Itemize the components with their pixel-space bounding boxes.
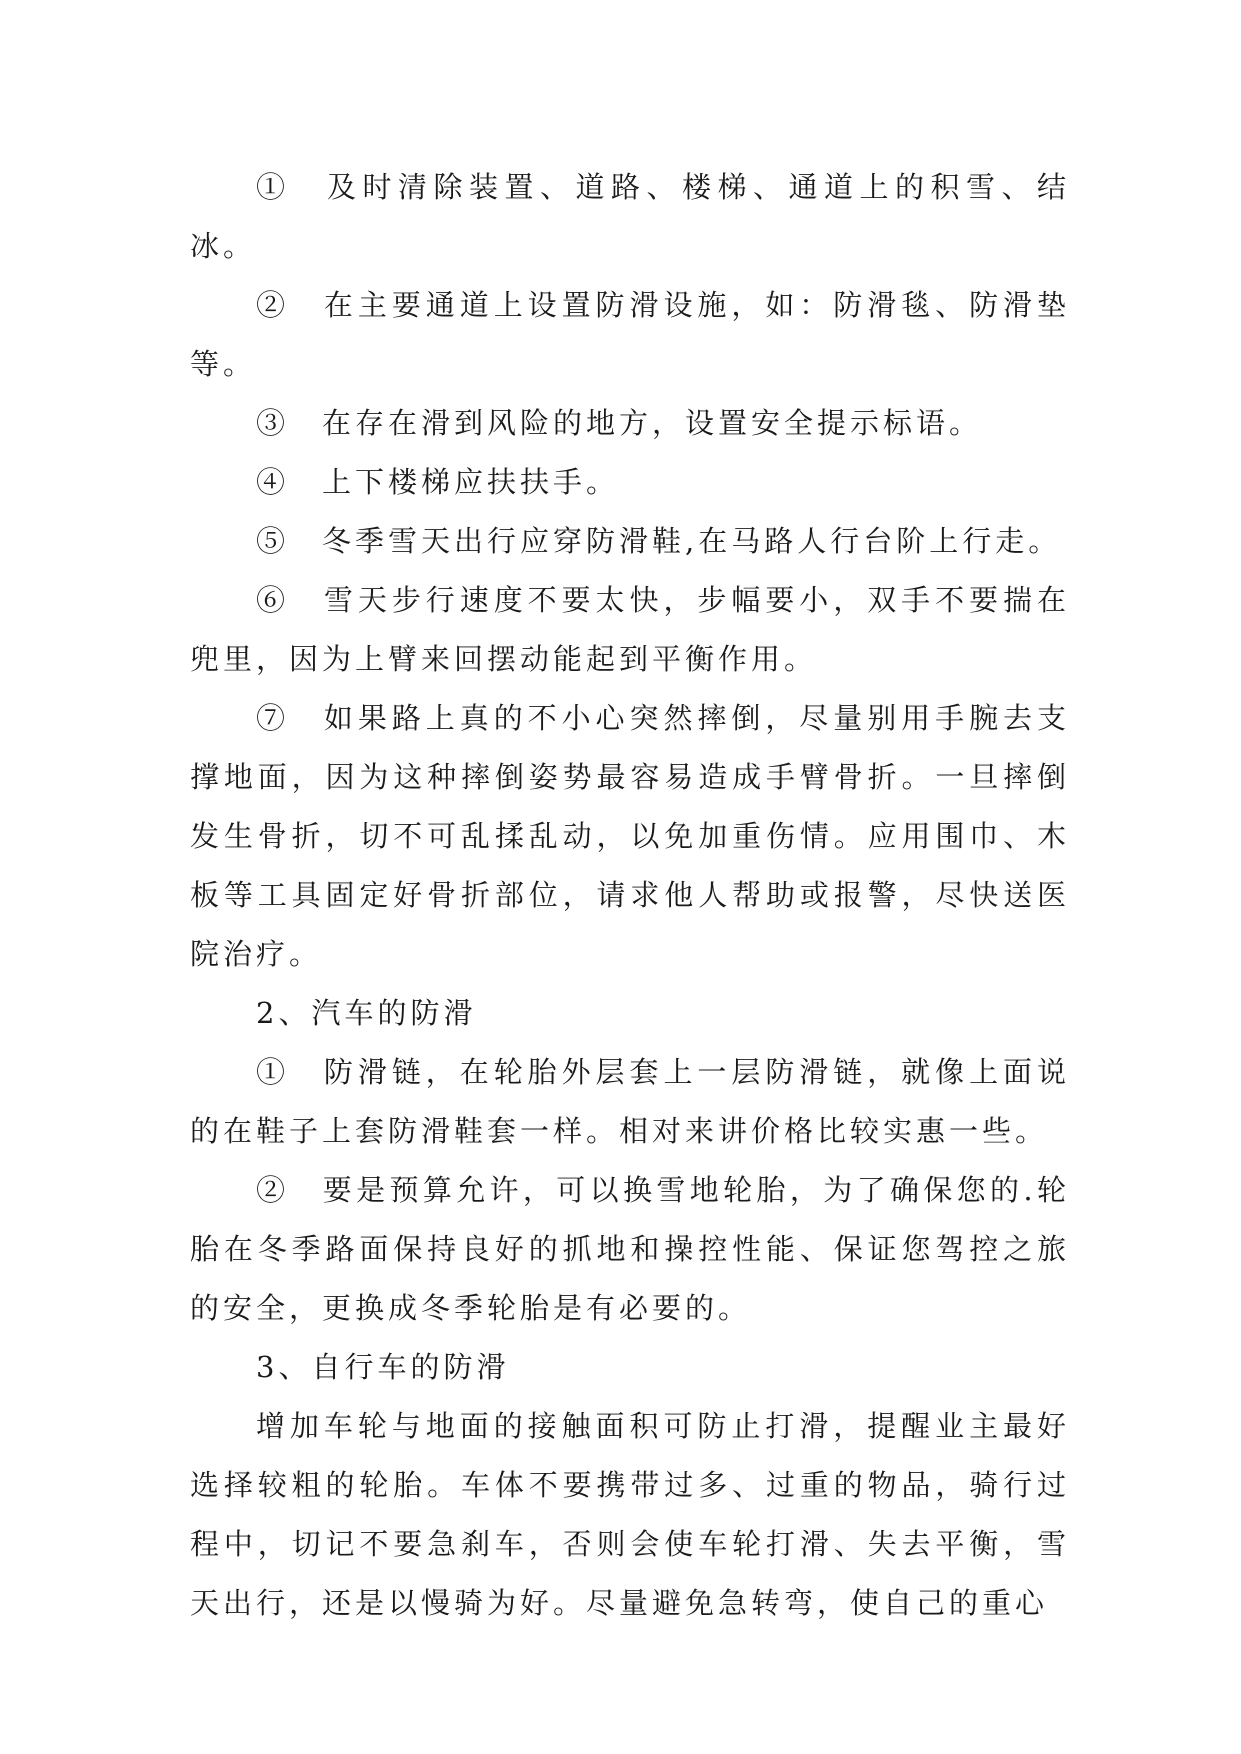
paragraph-6: ⑥ 雪天步行速度不要太快，步幅要小，双手不要揣在兜里，因为上臂来回摆动能起到平衡作用。 <box>190 583 1070 676</box>
paragraph-1: ① 及时清除装置、道路、楼梯、通道上的积雪、结冰。 <box>190 170 1070 263</box>
paragraph-12: 增加车轮与地面的接触面积可防止打滑，提醒业主最好选择较粗的轮胎。车体不要携带过多、过重的物品，骑行过程中，切记不要急刹车，否则会使车轮打滑、失去平衡，雪天出行，还是以慢骑为好。尽量避免急转弯，使自己的重心 <box>190 1409 1070 1620</box>
paragraph-3: ③ 在存在滑到风险的地方，设置安全提示标语。 <box>256 406 983 440</box>
section-heading-bicycle: 3、自行车的防滑 <box>256 1350 510 1384</box>
paragraph-4: ④ 上下楼梯应扶扶手。 <box>256 465 620 499</box>
paragraph-9: ① 防滑链，在轮胎外层套上一层防滑链，就像上面说的在鞋子上套防滑鞋套一样。相对来讲价格比较实惠一些。 <box>190 1055 1070 1148</box>
paragraph-5: ⑤ 冬季雪天出行应穿防滑鞋,在马路人行台阶上行走。 <box>256 524 1062 558</box>
paragraph-7: ⑦ 如果路上真的不小心突然摔倒，尽量别用手腕去支撑地面，因为这种摔倒姿势最容易造成手臂骨折。一旦摔倒发生骨折，切不可乱揉乱动，以免加重伤情。应用围巾、木板等工具固定好骨折部位，请求他人帮助或报警，尽快送医院治疗。 <box>190 701 1070 971</box>
document-body <box>190 158 1070 1633</box>
paragraph-10: ② 要是预算允许，可以换雪地轮胎，为了确保您的.轮胎在冬季路面保持良好的抓地和操控性能、保证您驾控之旅的安全，更换成冬季轮胎是有必要的。 <box>190 1173 1070 1325</box>
paragraph-2: ② 在主要通道上设置防滑设施，如：防滑毯、防滑垫等。 <box>190 288 1070 381</box>
section-heading-car: 2、汽车的防滑 <box>256 996 477 1030</box>
